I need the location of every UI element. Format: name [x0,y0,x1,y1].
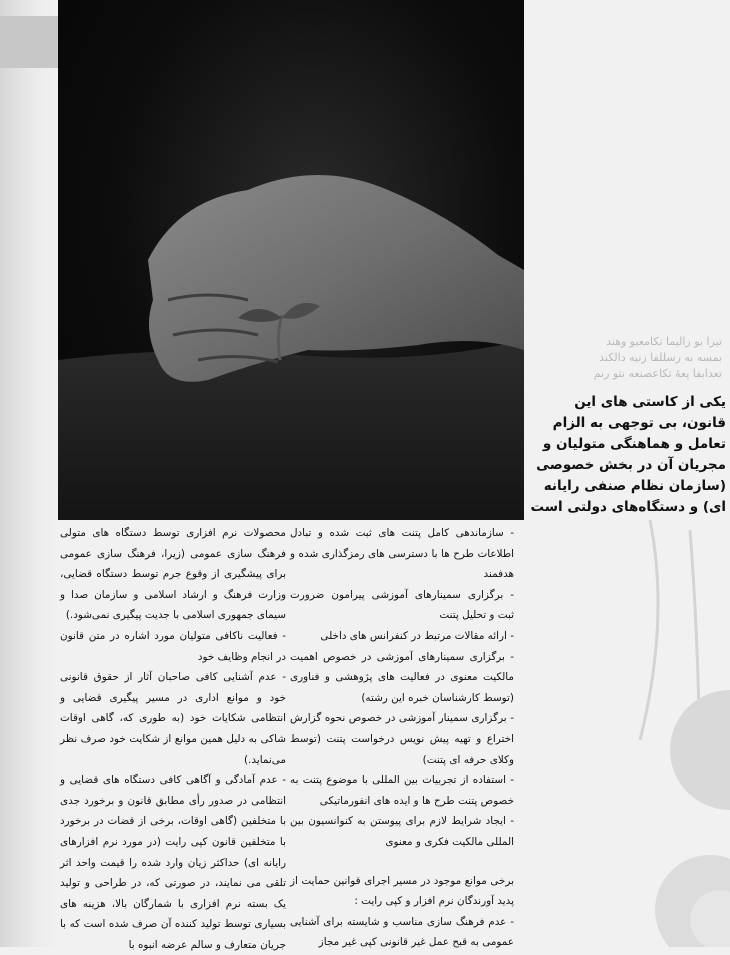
paragraph: - عدم فرهنگ سازی مناسب و شایسته برای آشنایی عمومی به قبح عمل غیر قانونی کپی غیر مجاز [290,915,514,949]
paragraph: - ایجاد شرایط لازم برای پیوستن به کنوانسیون بین المللی مالکیت فکری و معنوی [290,815,514,848]
paragraph: - برگزاری سمینارهای آموزشی در خصوص اهمیت مالکیت معنوی در فعالیت های پژوهشی و فناوری (توسط کارشناسان خبره این رشته) [290,650,514,704]
paragraph: - عدم آشنایی کافی صاحبان آثار از حقوق قانونی خود و موانع اداری در مسیر پیگیری قضایی و انتظامی شکایات خود (به طوری که، گاهی اوقات شاکی به دلیل همین موانع از شکایت خود صرف نظر می‌نماید.) [60,671,286,766]
paragraph: - استفاده از تجربیات بین المللی با موضوع پتنت به خصوص پتنت طرح ها و ایده های انفورماتیکی [290,774,514,807]
faint-line: بمسه به رسللفا زنیه دالکند [599,350,722,364]
paragraph: - برگزاری سمینارهای آموزشی پیرامون ضرورت ثبت و تحلیل پتنت [290,588,514,622]
cherry-decoration [530,500,730,947]
paragraph: - ارائه مقالات مرتبط در کنفرانس های داخلی [320,629,514,642]
paragraph: برخی موانع موجود در مسیر اجرای قوانین حمایت از پدید آورندگان نرم افزار و کپی رایت : [290,874,514,908]
faint-line: تیزا بو زالیما تکامعیو وهند [606,335,722,348]
page-edge-tab [0,16,58,68]
paragraph: - سازماندهی کامل پتنت های ثبت شده و تبادل اطلاعات طرح ها با دسترسی های رمزگذاری شده و هدفمند [290,527,514,581]
pull-quote: یکی از کاستی های این قانون، بی توجهی به الزام تعامل و هماهنگی متولیان و مجریان آن در بخش خصوصی (سازمان نظام صنفی رایانه ای) و دستگاه‌های دولتی است [530,394,726,515]
paragraph: - برگزاری سمینار آموزشی در خصوص نحوه گزارش اختراع و تهیه پیش نویس درخواست پتنت (توسط وکلای حرفه ای پتنت) [290,712,514,766]
hand-seedling-photo [58,0,524,520]
pull-quote-faint-text [532,334,722,382]
page-gutter [0,0,58,947]
paragraph: محصولات نرم افزاری توسط دستگاه های متولی فرهنگ سازی عمومی (زیرا، فرهنگ سازی عمومی برای پیشگیری از وقوع جرم توسط دستگاه قضایی، وزارت فرهنگ و ارشاد اسلامی و سازمان صدا و سیمای جمهوری اسلامی با جدیت پیگیری نمی‌شود.) [60,527,286,622]
text-column-right [290,523,514,953]
paragraph: - عدم آمادگی و آگاهی کافی دستگاه های قضایی و انتظامی در صدور رأی مطابق قانون و برخورد جدی با متخلفین (گاهی اوقات، برخی از قضات در برخورد با متخلفین قانون کپی رایت (در مورد نرم افزارهای رایانه ای) حداکثر زیان وارد شده را قیمت واحد اثر تلقی می نمایند، در صورتی که، در طراحی و تولید یک بسته نرم افزاری با شمارگان بالا، هزینه های بسیاری توسط تولید کننده آن صرف شده است که با جریان متعارف و سالم عرضه انبوه با [60,774,286,951]
paragraph: - فعالیت ناکافی متولیان مورد اشاره در متن قانون در انجام وظایف خود [60,629,286,663]
faint-line: تعدابفا پعهٔ تکاعصنعه نتو رنم [593,366,722,380]
text-column-left [60,523,286,955]
